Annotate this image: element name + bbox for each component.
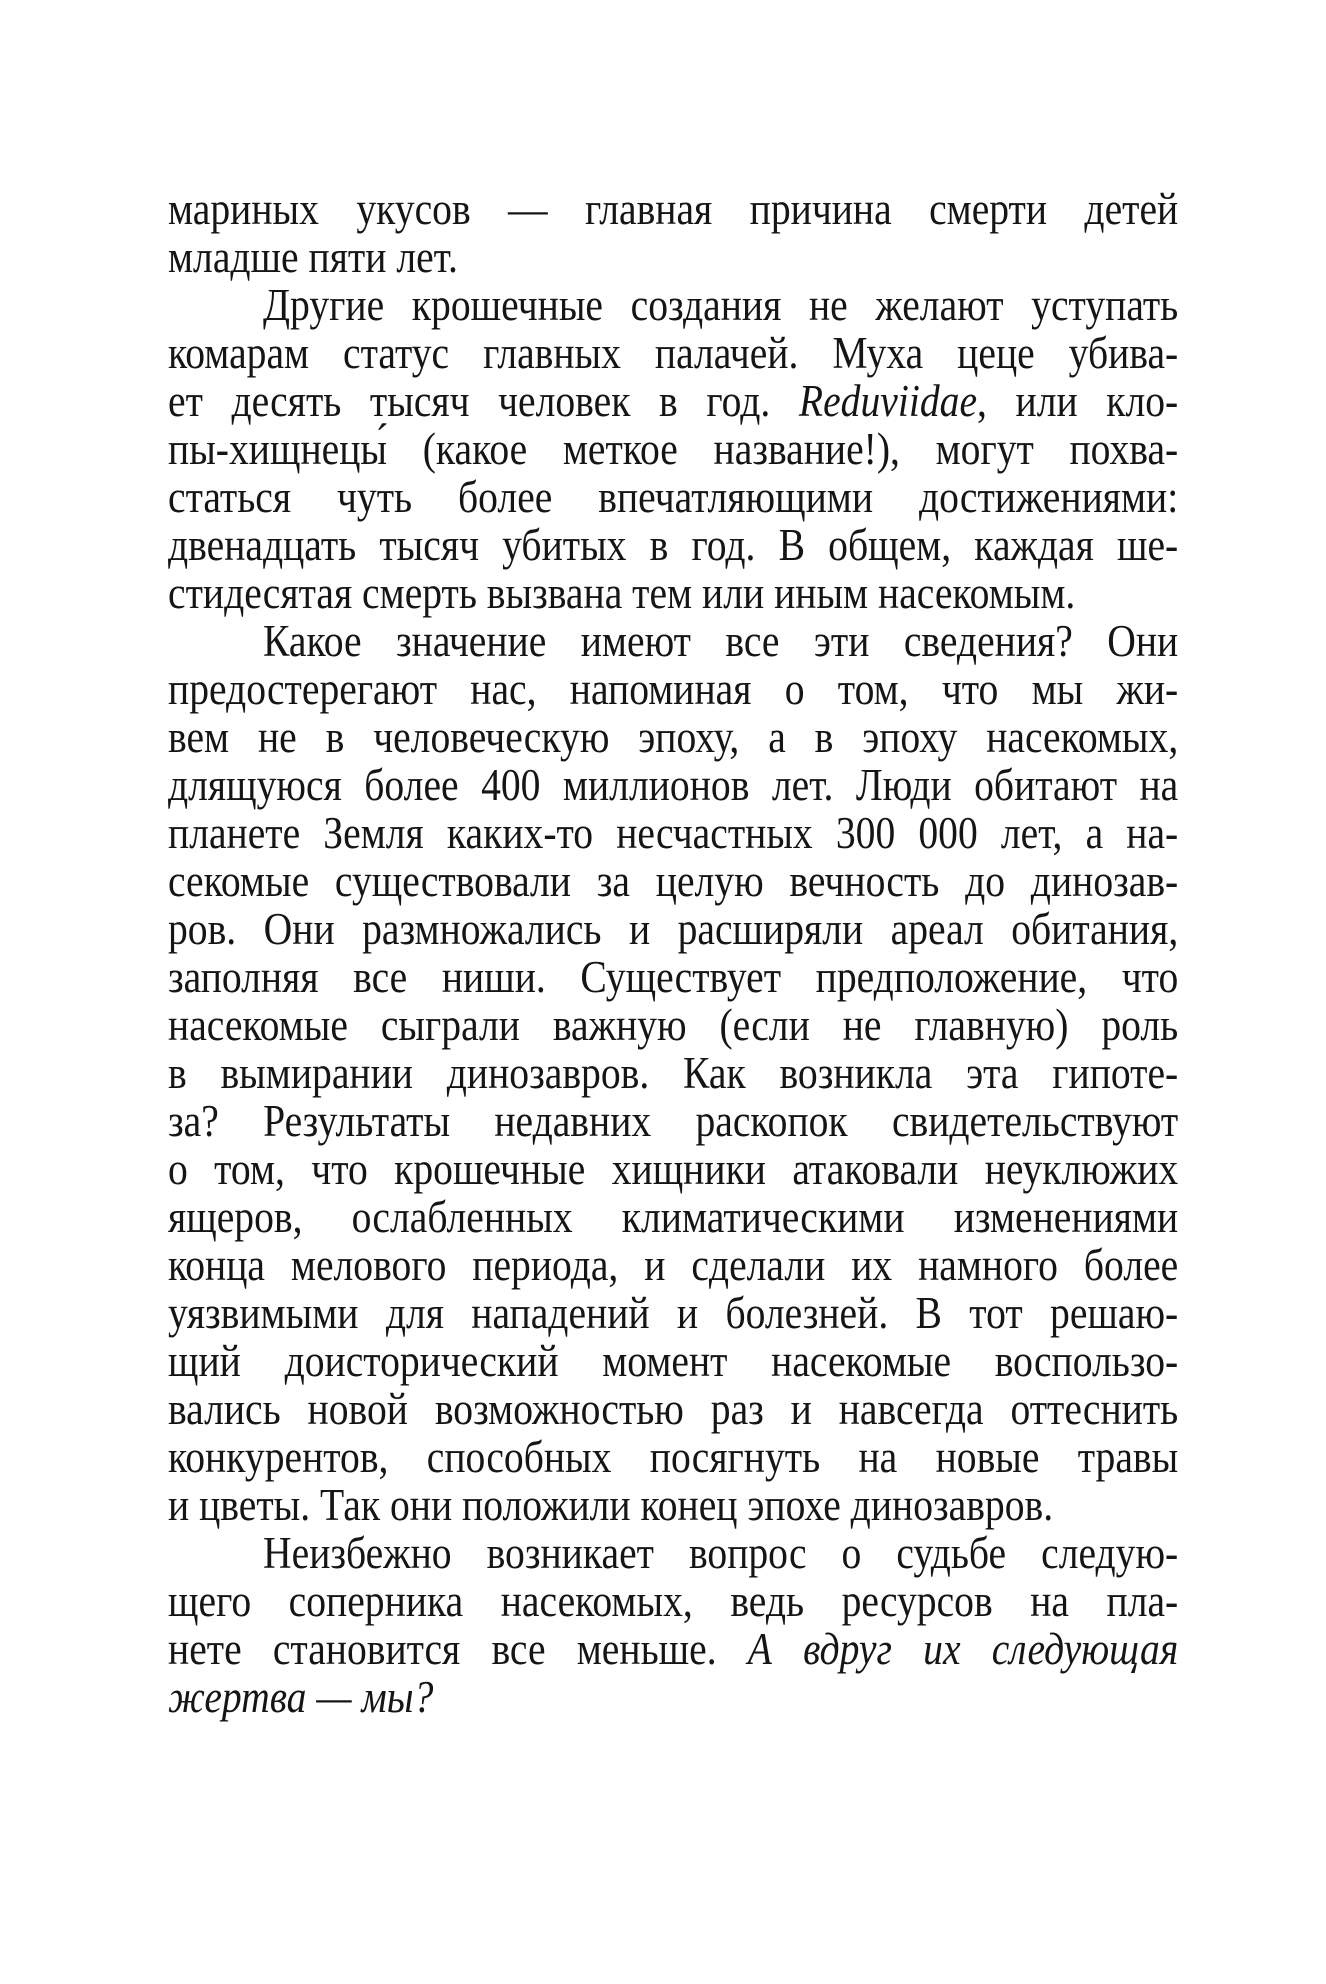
paragraph-first-line bbox=[168, 617, 1178, 665]
italic-text-run: Reduviidae bbox=[798, 376, 978, 426]
text-line bbox=[168, 185, 1178, 233]
text-run: ров. Они размножались и расширяли ареал обитания, bbox=[168, 904, 1179, 954]
text-run: младше пяти лет. bbox=[168, 232, 458, 282]
paragraph-first-line bbox=[168, 281, 1178, 329]
text-run: щий доисторический момент насекомые воспользо- bbox=[168, 1336, 1179, 1386]
text-run: вем не в человеческую эпоху, а в эпоху насекомых, bbox=[168, 712, 1179, 762]
text-line bbox=[168, 809, 1178, 857]
text-line bbox=[168, 569, 1178, 617]
text-line bbox=[168, 665, 1178, 713]
text-line bbox=[168, 1145, 1178, 1193]
text-run: секомые существовали за целую вечность до динозав- bbox=[168, 856, 1179, 906]
text-run: пы-хищнецы́ (какое меткое название!), могут похва- bbox=[168, 424, 1179, 474]
text-line bbox=[168, 425, 1178, 473]
text-run: , или кло- bbox=[977, 376, 1179, 426]
text-run: мариных укусов — главная причина смерти детей bbox=[168, 184, 1179, 234]
text-line bbox=[168, 473, 1178, 521]
page-text bbox=[168, 185, 1178, 1721]
text-run: планете Земля каких-то несчастных 300 000 лет, а на- bbox=[168, 808, 1179, 858]
text-run: длящуюся более 400 миллионов лет. Люди обитают на bbox=[168, 760, 1179, 810]
text-run: в вымирании динозавров. Как возникла эта гипоте- bbox=[168, 1048, 1179, 1098]
text-line bbox=[168, 1433, 1178, 1481]
text-run: конкурентов, способных посягнуть на новые травы bbox=[168, 1432, 1179, 1482]
text-run: за? Результаты недавних раскопок свидетельствуют bbox=[168, 1096, 1179, 1146]
text-line bbox=[168, 329, 1178, 377]
italic-text-run: А вдруг их следующая bbox=[747, 1624, 1179, 1674]
text-line bbox=[168, 1289, 1178, 1337]
text-run: Неизбежно возникает вопрос о судьбе следую- bbox=[263, 1528, 1179, 1578]
text-line bbox=[168, 1193, 1178, 1241]
text-run: комарам статус главных палачей. Муха цеце убива- bbox=[168, 328, 1179, 378]
text-run: нете становится все меньше. bbox=[168, 1624, 748, 1674]
text-run: о том, что крошечные хищники атаковали неуклюжих bbox=[168, 1144, 1179, 1194]
text-run: Другие крошечные создания не желают уступать bbox=[263, 280, 1179, 330]
text-line bbox=[168, 857, 1178, 905]
italic-text-run: жертва — мы? bbox=[168, 1672, 434, 1722]
text-line bbox=[168, 1673, 1178, 1721]
text-line bbox=[168, 521, 1178, 569]
text-line bbox=[168, 377, 1178, 425]
text-run: и цветы. Так они положили конец эпохе динозавров. bbox=[168, 1480, 1054, 1530]
text-run: предостерегают нас, напоминая о том, что мы жи- bbox=[168, 664, 1179, 714]
text-line bbox=[168, 1049, 1178, 1097]
text-run: Какое значение имеют все эти сведения? Они bbox=[263, 616, 1179, 666]
text-line bbox=[168, 761, 1178, 809]
text-line bbox=[168, 1001, 1178, 1049]
text-run: щего соперника насекомых, ведь ресурсов на пла- bbox=[168, 1576, 1179, 1626]
text-run: насекомые сыграли важную (если не главную) роль bbox=[168, 1000, 1179, 1050]
text-run: заполняя все ниши. Существует предположение, что bbox=[168, 952, 1179, 1002]
text-run: статься чуть более впечатляющими достижениями: bbox=[168, 472, 1179, 522]
text-line bbox=[168, 905, 1178, 953]
text-run: конца мелового периода, и сделали их намного более bbox=[168, 1240, 1179, 1290]
text-line bbox=[168, 1337, 1178, 1385]
text-line bbox=[168, 1097, 1178, 1145]
text-line bbox=[168, 1241, 1178, 1289]
text-line bbox=[168, 233, 1178, 281]
text-line bbox=[168, 1577, 1178, 1625]
text-line bbox=[168, 713, 1178, 761]
text-line bbox=[168, 1625, 1178, 1673]
text-run: ящеров, ослабленных климатическими изменениями bbox=[168, 1192, 1179, 1242]
text-line bbox=[168, 1481, 1178, 1529]
text-run: уязвимыми для нападений и болезней. В тот решаю- bbox=[168, 1288, 1179, 1338]
text-line bbox=[168, 1385, 1178, 1433]
paragraph-first-line bbox=[168, 1529, 1178, 1577]
text-run: двенадцать тысяч убитых в год. В общем, каждая ше- bbox=[168, 520, 1179, 570]
text-run: стидесятая смерть вызвана тем или иным насекомым. bbox=[168, 568, 1076, 618]
text-run: вались новой возможностью раз и навсегда оттеснить bbox=[168, 1384, 1179, 1434]
text-run: ет десять тысяч человек в год. bbox=[168, 376, 799, 426]
text-line bbox=[168, 953, 1178, 1001]
